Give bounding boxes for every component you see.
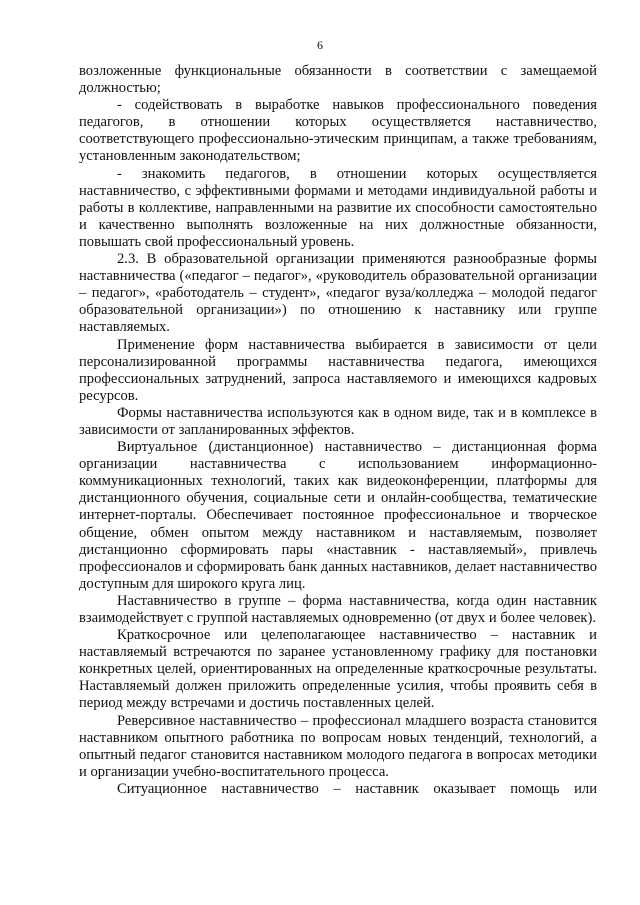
paragraph: Наставничество в группе – форма наставничества, когда один наставник взаимодействует с группой наставляемых одновременно (от двух и более человек). bbox=[79, 592, 597, 626]
paragraph: - знакомить педагогов, в отношении которых осуществляется наставничество, с эффективными формами и методами индивидуальной работы и работы в коллективе, направленными на развитие их способности самостоятельно и качественно выполнять возложенные на них должностные обязанности, повышать свой профессиональный уровень. bbox=[79, 165, 597, 250]
paragraph: Краткосрочное или целеполагающее наставничество – наставник и наставляемый встречаются по заранее установленному графику для постановки конкретных целей, ориентированных на определенные краткосрочные результаты. Наставляемый должен приложить определенные усилия, чтобы проявить себя в период между встречами и достичь поставленных целей. bbox=[79, 627, 597, 712]
paragraph: Реверсивное наставничество – профессионал младшего возраста становится наставником опытного работника по вопросам новых тенденций, технологий, а опытный педагог становится наставником молодого педагога в вопросах методики и организации учебно-воспитательного процесса. bbox=[79, 712, 597, 780]
paragraph: Виртуальное (дистанционное) наставничество – дистанционная форма организации наставничества с использованием информационно-коммуникационных технологий, таких как видеоконференции, платформы для дистанционного обучения, социальные сети и онлайн-сообщества, тематические интернет-порталы. Обеспечивает постоянное профессиональное и творческое общение, обмен опытом между наставником и наставляемым, позволяет дистанционно сформировать пары «наставник - наставляемый», привлечь профессионалов и сформировать банк данных наставников, делает наставничество доступным для широкого круга лиц. bbox=[79, 439, 597, 592]
paragraph: Применение форм наставничества выбирается в зависимости от цели персонализированной программы наставничества педагога, имеющихся профессиональных затруднений, запроса наставляемого и имеющихся кадровых ресурсов. bbox=[79, 336, 597, 404]
page-number: 6 bbox=[317, 38, 323, 52]
paragraph: Формы наставничества используются как в одном виде, так и в комплексе в зависимости от запланированных эффектов. bbox=[79, 404, 597, 438]
paragraph: 2.3. В образовательной организации применяются разнообразные формы наставничества («педагог – педагог», «руководитель образовательной организации – педагог», «работодатель – студент», «педагог вуза/колледжа – молодой педагог образовательной организации») по отношению к наставнику или группе наставляемых. bbox=[79, 251, 597, 336]
paragraph-continues: Ситуационное наставничество – наставник оказывает помощь или bbox=[117, 780, 597, 797]
paragraph: - содействовать в выработке навыков профессионального поведения педагогов, в отношении которых осуществляется наставничество, соответствующего профессионально-этическим принципам, а также требованиям, установленным законодательством; bbox=[79, 97, 597, 165]
paragraph: возложенные функциональные обязанности в соответствии с замещаемой должностью; bbox=[79, 63, 597, 97]
document-body bbox=[79, 63, 597, 798]
